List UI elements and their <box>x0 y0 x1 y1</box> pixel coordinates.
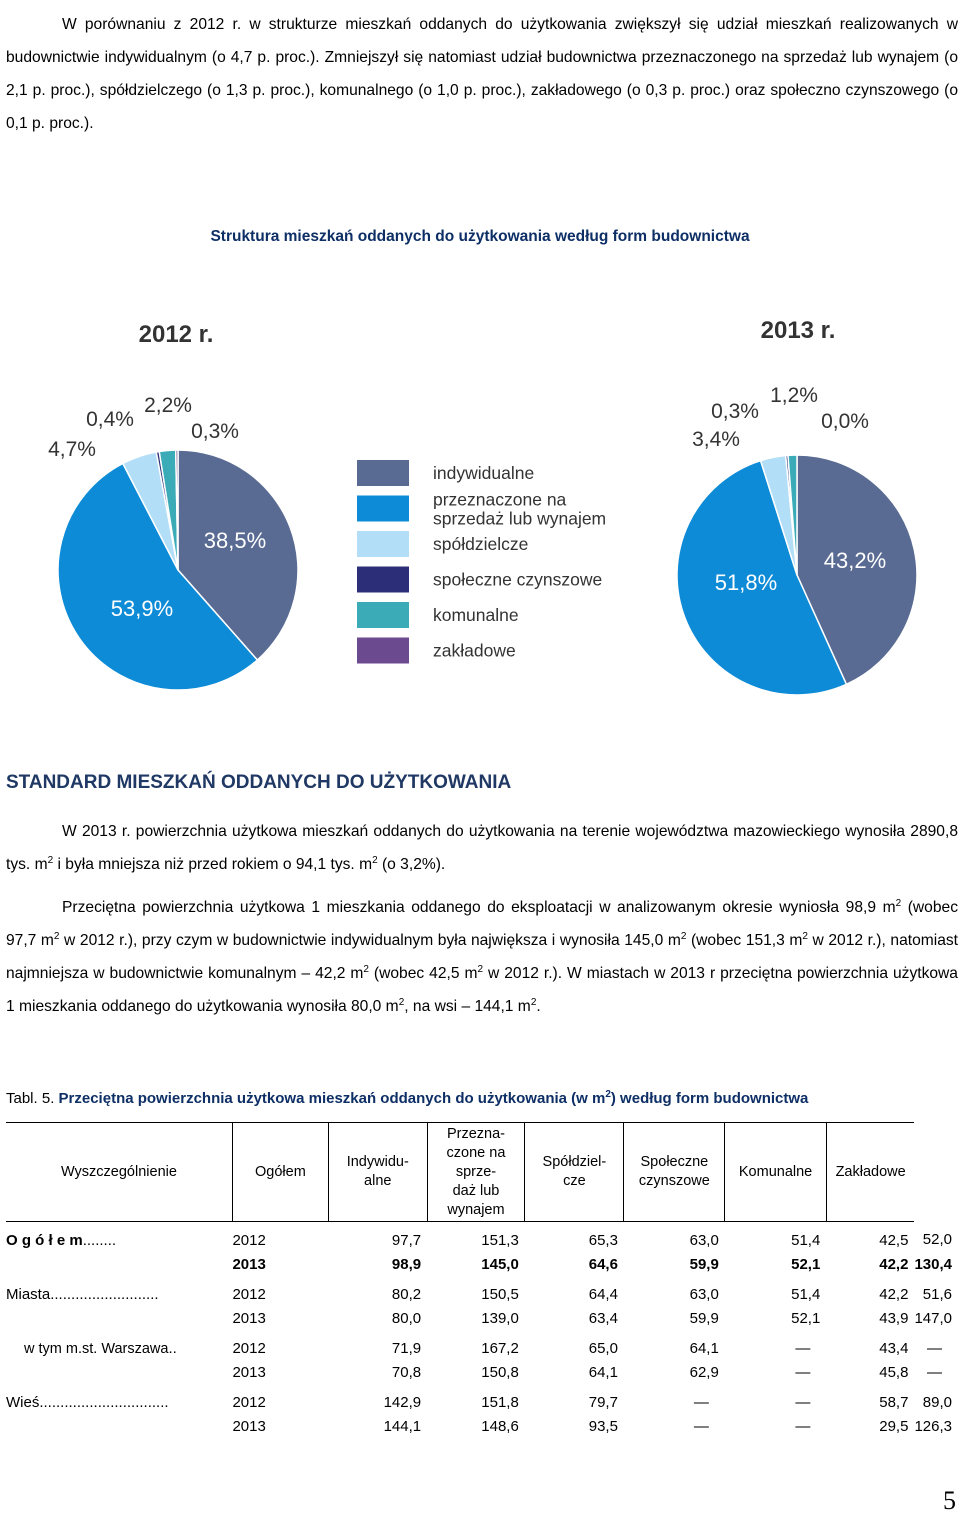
table-cell: 63,4 <box>588 1309 618 1327</box>
standard-text: , na wsi – 144,1 m <box>404 998 531 1015</box>
row-label <box>6 1252 232 1276</box>
standard-text: . <box>536 998 541 1015</box>
data-label: 0,4% <box>86 408 134 431</box>
pie-title: 2012 r. <box>138 321 214 348</box>
table-header-cell: Ogółem <box>232 1123 328 1222</box>
table-title: Przeciętna powierzchnia użytkowa mieszkań oddanych do użytkowania (w m <box>58 1090 606 1107</box>
table-cell: — <box>795 1393 811 1411</box>
table-cell: — <box>693 1393 709 1411</box>
table-cell: — <box>693 1417 709 1435</box>
table-row <box>6 1306 958 1330</box>
standard-paragraph-2 <box>6 891 958 1023</box>
table-cell: 151,3 <box>481 1231 519 1249</box>
table-header-cell: Spółdziel- cze <box>525 1123 624 1222</box>
table-cell: 130,4 <box>914 1255 952 1273</box>
table-cell: 71,9 <box>391 1339 422 1357</box>
table-cell: 59,9 <box>689 1309 719 1327</box>
legend-label: komunalne <box>433 605 519 625</box>
table-cell: 63,0 <box>689 1231 719 1249</box>
data-label: 51,8% <box>714 570 778 595</box>
standard-text: w 2012 r.). W miastach w 2013 r przeciętna powierzchnia użytkowa 1 mieszkania oddanego do użytkowania wynosiła 80,0 m <box>6 965 958 1015</box>
table-cell: — <box>795 1339 811 1357</box>
table-cell: 52,1 <box>791 1309 821 1327</box>
standard-text: w 2012 r.), przy czym w budownictwie indywidualnym była największa i wynosiła 145,0 m <box>59 932 681 949</box>
standard-text: (wobec 97,7 m <box>6 899 958 949</box>
legend-swatch-sprzedaz <box>357 496 409 522</box>
data-label: 1,2% <box>770 384 818 407</box>
superscript: 2 <box>363 964 369 975</box>
data-label: 0,0% <box>821 410 869 433</box>
table-cell: 64,4 <box>588 1285 618 1303</box>
table-row <box>6 1282 958 1306</box>
table-cell: 62,9 <box>689 1363 719 1381</box>
table-cell: 93,5 <box>588 1417 618 1435</box>
table-cell: 80,0 <box>391 1309 422 1327</box>
legend-label: przeznaczone na <box>433 489 567 510</box>
row-year: 2013 <box>232 1309 266 1327</box>
table-cell: 63,0 <box>689 1285 719 1303</box>
table-cell: 59,9 <box>689 1255 719 1273</box>
standard-text: (wobec 42,5 m <box>368 965 478 982</box>
table-cell: 51,4 <box>791 1285 821 1303</box>
table-number: Tabl. 5. <box>6 1090 59 1107</box>
row-year: 2012 <box>232 1285 266 1303</box>
standard-paragraph-1 <box>6 815 958 881</box>
table-cell: 98,9 <box>391 1255 422 1273</box>
table-cell: 147,0 <box>914 1309 952 1327</box>
standard-text: (o 3,2%). <box>377 856 446 873</box>
pie-title: 2013 r. <box>760 317 836 344</box>
standard-text: W 2013 r. powierzchnia użytkowa mieszkań oddanych do użytkowania na terenie województwa mazowieckiego wynosiła 2890,8 tys. m <box>6 823 958 873</box>
table-cell: 29,5 <box>879 1417 909 1435</box>
superscript: 2 <box>895 898 902 909</box>
group-label: Miasta <box>6 1285 51 1303</box>
data-label: 0,3% <box>191 420 239 443</box>
table-cell: 45,8 <box>879 1363 909 1381</box>
leader-dots: .. <box>168 1339 177 1357</box>
section-heading: STANDARD MIESZKAŃ ODDANYCH DO UŻYTKOWANIA <box>6 772 512 793</box>
table-cell: 89,0 <box>922 1393 952 1411</box>
row-year: 2013 <box>232 1255 266 1273</box>
leader-dots: ............................... <box>39 1393 169 1411</box>
superscript: 2 <box>605 1089 611 1100</box>
legend-swatch-spoleczne <box>357 567 409 593</box>
row-year: 2012 <box>232 1339 266 1357</box>
table-cell: 139,0 <box>481 1309 519 1327</box>
intro-paragraph <box>6 8 958 140</box>
superscript: 2 <box>680 931 687 942</box>
group-label: w tym m.st. Warszawa <box>24 1340 169 1357</box>
table-cell: 64,1 <box>588 1363 618 1381</box>
table-cell: 142,9 <box>383 1393 422 1411</box>
group-label: Wieś <box>6 1393 40 1411</box>
leader-dots: .......................... <box>50 1285 159 1303</box>
row-label <box>6 1222 232 1253</box>
pie-charts <box>0 300 960 710</box>
row-label <box>6 1306 232 1330</box>
table-row <box>6 1252 958 1276</box>
page-number: 5 <box>943 1486 956 1515</box>
legend-swatch-indywidualne <box>357 460 409 486</box>
data-label: 2,2% <box>144 394 192 417</box>
table-cell: 167,2 <box>481 1339 519 1357</box>
table-cell: 52,0 <box>922 1231 952 1249</box>
table-cell: 42,5 <box>879 1231 909 1249</box>
table-row <box>6 1336 958 1360</box>
superscript: 2 <box>53 931 60 942</box>
table-cell: 64,6 <box>588 1255 618 1273</box>
table-cell: 151,8 <box>481 1393 519 1411</box>
legend-label: zakładowe <box>433 640 516 661</box>
standard-text: Przeciętna powierzchnia użytkowa 1 mieszkania oddanego do eksploatacji w analizowanym okresie wyniosła 98,9 m <box>62 899 896 916</box>
standard-text: w 2012 r.), natomiast najmniejsza w budownictwie komunalnym – 42,2 m <box>6 932 958 982</box>
data-label: 38,5% <box>203 528 267 553</box>
superscript: 2 <box>47 855 54 866</box>
table-cell: 65,3 <box>588 1231 618 1249</box>
table-row <box>6 1360 958 1384</box>
table-cell: 79,7 <box>588 1393 618 1411</box>
table-cell: 51,6 <box>922 1285 952 1303</box>
row-label <box>6 1390 232 1414</box>
table-cell: — <box>795 1363 811 1381</box>
intro-text: W porównaniu z 2012 r. w strukturze mieszkań oddanych do użytkowania zwiększył się udział mieszkań realizowanych w budownictwie indywidualnym (o 4,7 p. proc.). Zmniejszył się natomiast udział budownictwa przeznaczonego na sprzedaż lub wynajem (o 2,1 p. proc.), spółdzielczego (o 1,3 p. proc.), komunalnego (o 1,0 p. proc.), zakładowego (o 0,3 p. proc.) oraz społeczno czynszowego (o 0,1 p. proc.). <box>6 15 958 132</box>
table-cell: 58,7 <box>879 1393 909 1411</box>
row-year: 2013 <box>232 1417 266 1435</box>
group-label: O g ó ł e m <box>6 1231 83 1249</box>
table-header-cell: Przezna- czone na sprze- daż lub wynajem <box>427 1123 525 1222</box>
row-year: 2012 <box>232 1231 266 1249</box>
table-cell: 43,9 <box>879 1309 909 1327</box>
table-cell: 42,2 <box>879 1285 909 1303</box>
data-label: 43,2% <box>823 548 887 573</box>
table-header-cell: Społeczne czynszowe <box>624 1123 725 1222</box>
legend-label: społeczne czynszowe <box>433 569 603 590</box>
legend-label: spółdzielcze <box>433 534 529 554</box>
table-cell: — <box>927 1363 942 1381</box>
legend-swatch-komunalne <box>357 602 409 628</box>
row-label <box>6 1336 232 1360</box>
table-cell: 70,8 <box>391 1363 422 1381</box>
table-title-end: ) według form budownictwa <box>610 1090 809 1107</box>
data-label: 53,9% <box>110 596 174 621</box>
table-cell: 148,6 <box>481 1417 519 1435</box>
standard-text: (wobec 151,3 m <box>686 932 803 949</box>
data-label: 0,3% <box>711 400 759 423</box>
data-label: 4,7% <box>48 438 96 461</box>
row-label <box>6 1282 232 1306</box>
table-cell: 144,1 <box>383 1417 422 1435</box>
table-row <box>6 1390 958 1414</box>
superscript: 2 <box>530 997 537 1008</box>
table-cell: 126,3 <box>914 1417 952 1435</box>
superscript: 2 <box>802 931 808 942</box>
row-year: 2013 <box>232 1363 266 1381</box>
table-header-cell: Zakładowe <box>826 1123 914 1222</box>
table-header-cell: Indywidu- alne <box>328 1123 427 1222</box>
table-header-cell: Wyszczególnienie <box>6 1123 232 1222</box>
legend-label: indywidualne <box>433 463 535 483</box>
row-label <box>6 1360 232 1384</box>
superscript: 2 <box>398 997 405 1008</box>
table-cell: — <box>795 1417 811 1435</box>
table-cell: 97,7 <box>391 1231 422 1249</box>
standard-text: i była mniejsza niż przed rokiem o 94,1 tys. m <box>53 856 373 873</box>
table-header-cell: Komunalne <box>725 1123 826 1222</box>
table-cell: 51,4 <box>791 1231 821 1249</box>
table-cell: 64,1 <box>689 1339 719 1357</box>
row-year: 2012 <box>232 1393 266 1411</box>
table-cell: 52,1 <box>791 1255 821 1273</box>
table-cell: — <box>927 1339 942 1357</box>
leader-dots: ........ <box>82 1231 117 1249</box>
table-cell: 150,8 <box>481 1363 519 1381</box>
legend-swatch-zakladowe <box>357 638 409 664</box>
data-label: 3,4% <box>692 428 740 451</box>
row-label <box>6 1414 232 1438</box>
table-cell: 145,0 <box>481 1255 519 1273</box>
table-cell: 65,0 <box>588 1339 618 1357</box>
table-cell: 43,4 <box>879 1339 909 1357</box>
superscript: 2 <box>477 964 484 975</box>
superscript: 2 <box>372 855 378 866</box>
legend-label-line2: sprzedaż lub wynajem <box>433 508 607 529</box>
table-cell: 80,2 <box>391 1285 422 1303</box>
table-cell: 150,5 <box>481 1285 519 1303</box>
chart-title: Struktura mieszkań oddanych do użytkowania według form budownictwa <box>210 228 750 245</box>
table-cell: 42,2 <box>879 1255 909 1273</box>
data-table <box>6 1122 958 1438</box>
legend-swatch-spoldzielcze <box>357 531 409 557</box>
table-header-row <box>6 1123 958 1222</box>
table-row <box>6 1414 958 1438</box>
table-row <box>6 1222 958 1253</box>
table-caption <box>6 1090 808 1107</box>
